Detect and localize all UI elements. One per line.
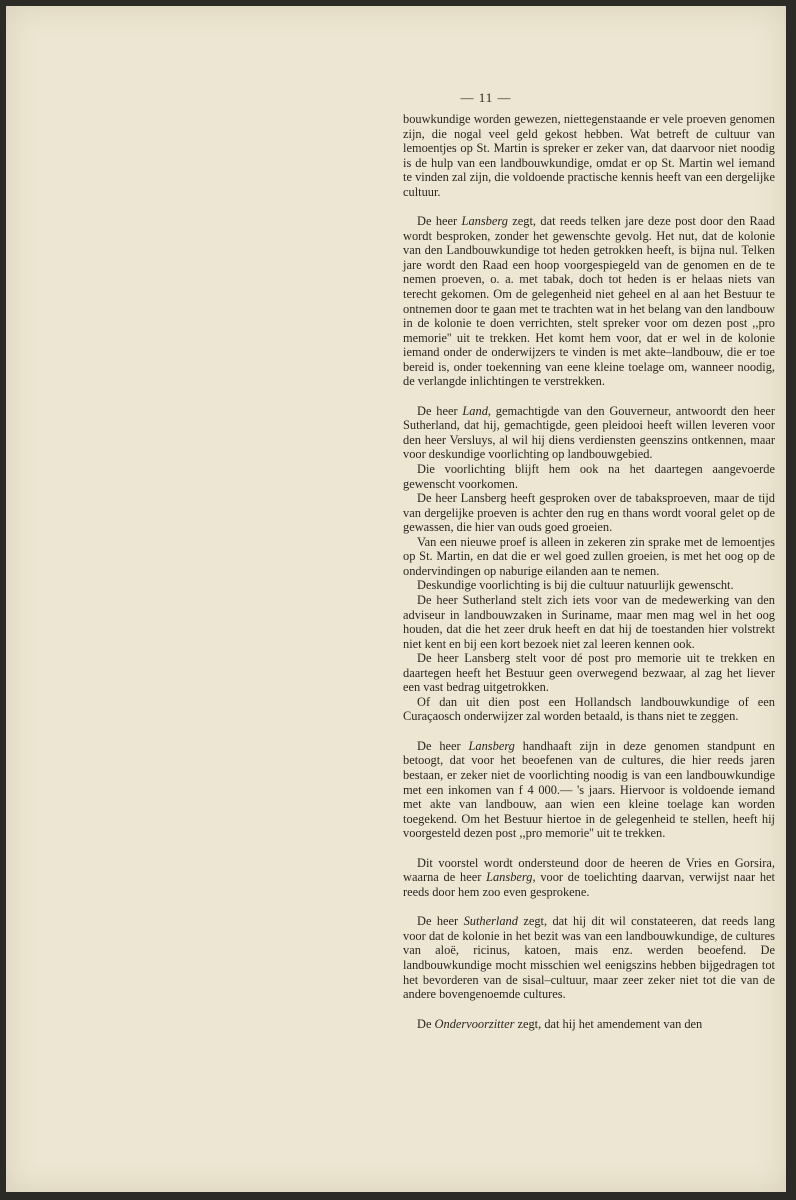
- paragraph-text: De: [417, 1016, 435, 1031]
- paragraph-text: bouwkundige worden gewezen, niettegenstaande er vele proeven genomen zijn, die nogal veel geld gekost hebben. Wat betreft de cultuur van lemoentjes op St. Martin is spreker er zeker van, dat daarvoor niet noodig is de hulp van een landbouwkundige, omdat er op St. Martin wel iemand te vinden zal zijn, die voldoende practische kennis heeft van een dergelijke cultuur.: [403, 112, 775, 199]
- paragraph-text: De heer Lansberg stelt voor dé post pro memorie uit te trekken en daartegen heeft het Bestuur geen overwegend bezwaar, al zag het liever een vast bedrag uitgetrokken.: [403, 651, 775, 695]
- paragraph-text: Deskundige voorlichting is bij die cultuur natuurlijk gewenscht.: [417, 578, 734, 593]
- paragraph-text: De heer: [417, 738, 469, 753]
- paragraph: [403, 462, 775, 491]
- paragraph-text: handhaaft zijn in deze genomen standpunt en betoogt, dat voor het beoefenen van de cultures, die hier reeds jaren bestaan, er zeker niet de voorlichting noodig is van een landbouwkundige met een inkomen van f 4 000.— 's jaars. Hiervoor is voldoende iemand met akte van landbouw, aan wien een kleine toelage kan worden toegekend. Om het Bestuur hiertoe in de gelegenheid te stellen, heeft hij voorgesteld dezen post ,,pro memorie'' uit te trekken.: [403, 738, 775, 841]
- speaker-name: Ondervoorzitter: [434, 1016, 515, 1031]
- paragraph-text: Van een nieuwe proef is alleen in zekeren zin sprake met de lemoentjes op St. Martin, en dat die er wel goed zullen groeien, is met het oog op de ondervindingen op naburige eilanden aan te nemen.: [403, 534, 775, 578]
- paragraph-text: , gemachtigde van den Gouverneur, antwoordt den heer Sutherland, dat hij, gemachtigde, geen pleidooi heeft willen leveren voor den heer Versluys, al wil hij diens verdiensten geenszins ontkennen, maar voor deskundige voorlichting op landbouwgebied.: [403, 403, 776, 462]
- paragraph: [403, 1017, 775, 1032]
- body-text: [403, 112, 775, 1031]
- paragraph-text: Die voorlichting blijft hem ook na het daartegen aangevoerde gewenscht voorkomen.: [403, 462, 775, 491]
- paragraph-text: De heer Lansberg heeft gesproken over de tabaksproeven, maar de tijd van dergelijke proeven is achter den rug en thans wordt vooral gelet op de gewassen, die hier van ouds goed groeien.: [403, 491, 775, 535]
- paragraph-text: , voor de toelichting daarvan, verwijst naar het reeds door hem zoo even gesprokene.: [403, 870, 776, 899]
- paragraph-text: zegt, dat reeds telken jare deze post door den Raad wordt besproken, zonder het gewenschte gevolg. Het nut, dat de kolonie van den Landbouwkundige tot heden getrokken heeft, is bijna nul. Telken jare wordt den Raad een hoop voorgespiegeld van de genomen en de te nemen proeven, o. a. met tabak, doch tot heden is er helaas niets van terecht gekomen. Om de gelegenheid niet geheel en al aan het Bestuur te ontnemen door te gaan met te trachten wat in het belang van den landbouw in de kolonie te doen verrichten, stelt spreker voor om dezen post ,,pro memorie'' uit te trekken. Het komt hem voor, dat er wel in de kolonie iemand onder de onderwijzers te vinden is met akte–landbouw, die er toe bereid is, onder toekenning van eene kleine toelage om, wanneer noodig, de verlangde inlichtingen te verstrekken.: [403, 214, 776, 389]
- paragraph-text: Of dan uit dien post een Hollandsch landbouwkundige of een Curaçaosch onderwijzer zal worden betaald, is thans niet te zeggen.: [403, 694, 775, 724]
- speaker-name: Lansberg: [468, 738, 515, 753]
- speaker-name: Sutherland: [463, 914, 518, 929]
- paragraph: [403, 914, 775, 1001]
- paragraph: [403, 739, 775, 841]
- paragraph-text: Dit voorstel wordt ondersteund door de heeren de Vries en Gorsira, waarna de heer: [403, 855, 775, 885]
- paragraph: [403, 535, 775, 579]
- paragraph: [403, 695, 775, 724]
- paragraph: [403, 112, 775, 199]
- document-page: [6, 6, 786, 1192]
- paragraph-text: zegt, dat hij het amendement van den: [514, 1016, 703, 1031]
- paragraph: [403, 593, 775, 651]
- paragraph-text: De heer: [417, 403, 463, 418]
- paragraph: [403, 651, 775, 695]
- paragraph-text: zegt, dat hij dit wil constateeren, dat reeds lang voor dat de kolonie in het bezit was van een landbouwkundige, de cultures van aloë, ricinus, katoen, mais enz. werden beoefend. De landbouwkundige mocht misschien wel eenigszins hebben bijgedragen tot het bevorderen van de sisal–cultuur, maar zeer zeker niet tot die van de andere bovengenoemde cultures.: [403, 914, 775, 1002]
- paragraph: [403, 491, 775, 535]
- paragraph: [403, 856, 775, 900]
- paragraph: [403, 214, 775, 389]
- speaker-name: Lansberg: [486, 870, 533, 885]
- paragraph: [403, 578, 775, 593]
- paragraph-text: De heer Sutherland stelt zich iets voor van de medewerking van den adviseur in landbouwzaken in Suriname, maar men mag wel in het oog houden, dat die het zeer druk heeft en dat hij de toestanden hier volstrekt niet kent en bij een kort bezoek niet zal leeren kennen ook.: [403, 592, 775, 651]
- paragraph-text: De heer: [417, 214, 462, 229]
- speaker-name: Land: [462, 403, 488, 418]
- speaker-name: Lansberg: [461, 214, 508, 229]
- paragraph: [403, 404, 775, 462]
- paragraph-text: De heer: [417, 914, 464, 929]
- page-number: — 11 —: [460, 90, 512, 105]
